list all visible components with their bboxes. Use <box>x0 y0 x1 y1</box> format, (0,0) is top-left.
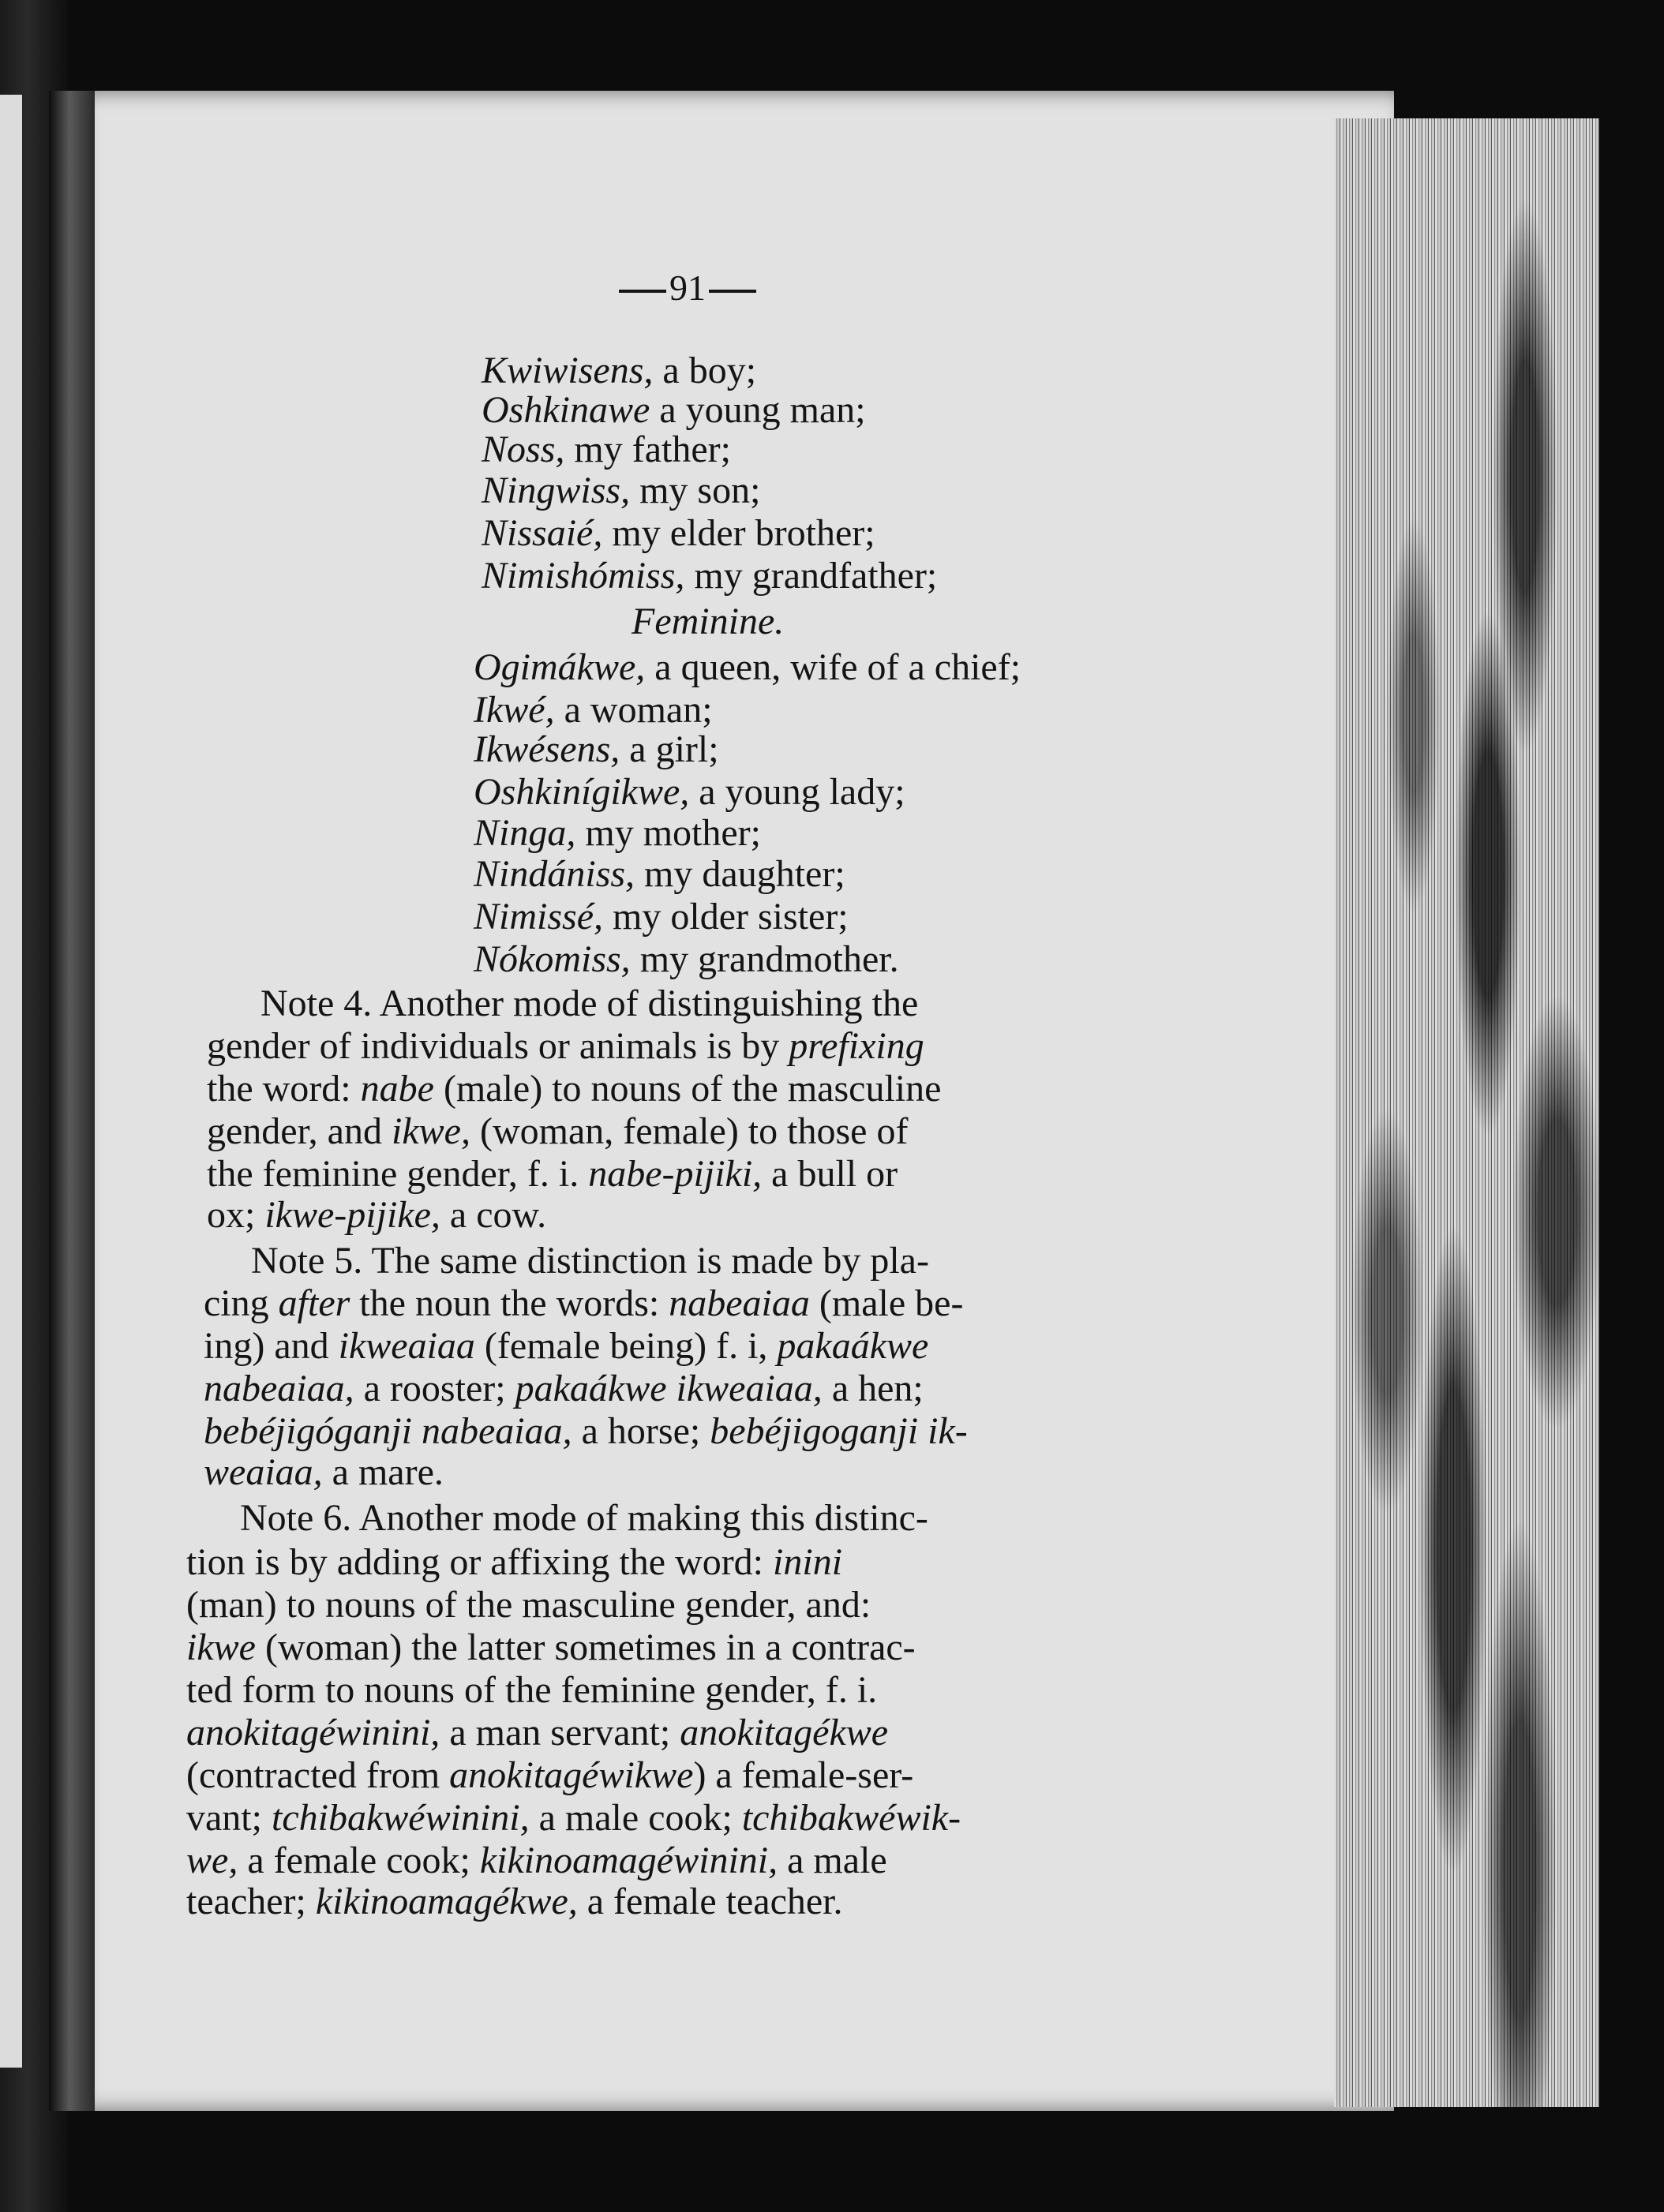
note6-line: ted form to nouns of the feminine gender, f. i. <box>186 1669 878 1711</box>
text: gender, and <box>207 1110 392 1152</box>
list-item <box>474 728 719 772</box>
folio-dash-left <box>619 290 666 293</box>
text: ox; <box>207 1194 265 1236</box>
text: a male cook; <box>529 1797 742 1839</box>
gloss: my father; <box>574 429 731 470</box>
list-item <box>482 428 731 472</box>
gloss: a young man; <box>659 389 866 431</box>
emphasis: bebéjigóganji nabeaiaa, <box>204 1410 572 1452</box>
gloss: my daughter; <box>644 853 845 895</box>
text: a female cook; <box>238 1840 480 1881</box>
list-item <box>482 388 866 432</box>
text: (woman, female) to those of <box>470 1110 909 1152</box>
gloss: my son; <box>639 470 761 511</box>
list-item <box>474 852 845 896</box>
text: ) a female-ser- <box>693 1754 914 1796</box>
list-item <box>482 511 875 556</box>
text: a man servant; <box>440 1712 680 1754</box>
text: a bull or <box>762 1153 898 1195</box>
term: Ninga, <box>474 812 576 854</box>
text: (male) to nouns of the masculine <box>433 1068 942 1110</box>
emphasis: ikwe-pijike, <box>264 1194 440 1236</box>
gloss: my mother; <box>585 812 761 854</box>
list-item <box>482 469 760 513</box>
list-item <box>474 811 761 855</box>
term: Ikwésens, <box>474 728 620 770</box>
note6-line <box>186 1626 916 1670</box>
gloss: a boy; <box>662 350 757 391</box>
gloss: my grandmother. <box>639 938 899 980</box>
note6-line: Note 6. Another mode of making this distinc- <box>240 1497 928 1539</box>
text: (woman) the latter sometimes in a contrac- <box>255 1626 916 1668</box>
term: Nimishómiss, <box>482 555 685 597</box>
text: the noun the words: <box>350 1282 669 1324</box>
emphasis: kikinoamagéwinini, <box>479 1840 778 1881</box>
note6-line <box>186 1880 843 1924</box>
list-item <box>474 646 1021 690</box>
note5-line <box>204 1450 444 1495</box>
list-item <box>482 554 937 598</box>
list-item <box>474 895 849 939</box>
emphasis: bebéjigoganji ik- <box>710 1410 968 1452</box>
emphasis: tchibakwéwinini, <box>271 1797 530 1839</box>
text: (male be- <box>809 1282 964 1324</box>
emphasis: pakaákwe ikweaiaa, <box>515 1368 823 1409</box>
gloss: a girl; <box>629 728 719 770</box>
note6-line <box>186 1796 961 1840</box>
emphasis: nabeaiaa <box>669 1282 810 1324</box>
list-item <box>474 688 713 732</box>
emphasis: nabeaiaa, <box>204 1368 354 1409</box>
note6-line <box>186 1754 913 1798</box>
text: a horse; <box>572 1410 710 1452</box>
text: (contracted from <box>186 1754 450 1796</box>
note4-line: Note 4. Another mode of distinguishing the <box>260 982 919 1024</box>
text: vant; <box>186 1797 272 1839</box>
term: Noss, <box>482 429 565 470</box>
gloss: my elder brother; <box>612 512 875 554</box>
emphasis: prefixing <box>789 1025 924 1067</box>
text: a cow. <box>440 1194 547 1236</box>
folio-number: 91 <box>669 268 706 308</box>
emphasis: weaiaa, <box>204 1451 323 1493</box>
emphasis: tchibakwéwik- <box>741 1797 961 1839</box>
text: teacher; <box>186 1881 316 1922</box>
note6-line <box>186 1711 888 1755</box>
note5-line <box>204 1282 963 1326</box>
page-number <box>616 267 759 309</box>
text: ing) and <box>204 1325 339 1367</box>
term: Ningwiss, <box>482 470 631 511</box>
note6-line: (man) to nouns of the masculine gender, and: <box>186 1584 871 1626</box>
emphasis: ikwe, <box>391 1110 470 1152</box>
text: the feminine gender, f. i. <box>207 1153 589 1195</box>
emphasis: inini <box>773 1541 843 1583</box>
note6-line <box>186 1540 842 1585</box>
text: the word: <box>207 1068 361 1110</box>
term: Oshkinawe <box>482 389 650 431</box>
gloss: a queen, wife of a chief; <box>654 646 1021 688</box>
note4-line <box>207 1193 546 1237</box>
gloss: a woman; <box>564 689 713 731</box>
emphasis: nabe <box>360 1068 434 1110</box>
note4-line <box>207 1067 941 1111</box>
note4-line <box>207 1024 924 1069</box>
emphasis: ikwe <box>186 1626 256 1668</box>
emphasis: anokitagékwe <box>680 1712 889 1754</box>
note4-line <box>207 1152 898 1196</box>
emphasis: anokitagéwikwe <box>449 1754 694 1796</box>
folio-dash-right <box>709 290 756 293</box>
text: a mare. <box>322 1451 444 1493</box>
emphasis: after <box>278 1282 350 1324</box>
emphasis: anokitagéwinini, <box>186 1712 440 1754</box>
list-item <box>474 770 905 814</box>
emphasis: we, <box>186 1840 238 1881</box>
term: Ikwé, <box>474 689 555 731</box>
term: Nimissé, <box>474 896 604 938</box>
text: cing <box>204 1282 279 1324</box>
note5-line <box>204 1367 924 1411</box>
list-item <box>474 938 899 982</box>
term: Kwiwisens, <box>482 350 654 391</box>
gloss: my older sister; <box>613 896 849 938</box>
emphasis: kikinoamagékwe, <box>315 1881 578 1922</box>
term: Nissaié, <box>482 512 603 554</box>
note4-line <box>207 1110 908 1154</box>
gloss: a young lady; <box>699 771 905 813</box>
note5-line <box>204 1324 928 1368</box>
list-item <box>482 349 756 393</box>
emphasis: nabe-pijiki, <box>588 1153 763 1195</box>
text: a female teacher. <box>577 1881 843 1922</box>
term: Ogimákwe, <box>474 646 646 688</box>
gloss: my grandfather; <box>694 555 938 597</box>
text: (female being) f. i, <box>474 1325 778 1367</box>
term: Oshkinígikwe, <box>474 771 690 813</box>
text: a hen; <box>822 1368 924 1409</box>
emphasis: ikweaiaa <box>338 1325 475 1367</box>
term: Nindániss, <box>474 853 635 895</box>
emphasis: pakaákwe <box>777 1325 929 1367</box>
text: tion is by adding or affixing the word: <box>186 1541 774 1583</box>
text: gender of individuals or animals is by <box>207 1025 789 1067</box>
section-heading: Feminine. <box>631 601 785 642</box>
text: a male <box>778 1840 887 1881</box>
note6-line <box>186 1839 887 1883</box>
term: Nókomiss, <box>474 938 631 980</box>
note5-line <box>204 1409 968 1454</box>
text: a rooster; <box>354 1368 515 1409</box>
note5-line: Note 5. The same distinction is made by pla- <box>251 1240 929 1282</box>
